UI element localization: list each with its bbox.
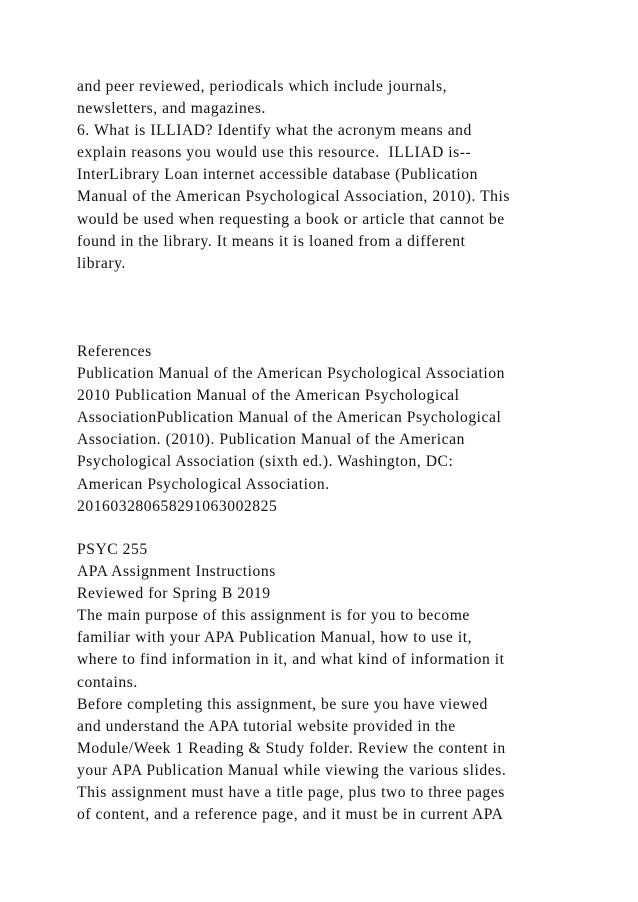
answer-section bbox=[77, 76, 637, 275]
references-section bbox=[77, 341, 637, 518]
course-code: PSYC 255 bbox=[77, 541, 148, 558]
reference-line: American Psychological Association. bbox=[77, 475, 330, 493]
text-line: explain reasons you would use this resource. ILLIAD is-- bbox=[77, 144, 472, 162]
text-line: would be used when requesting a book or article that cannot be bbox=[77, 210, 505, 228]
reference-line: Association. (2010). Publication Manual of the American bbox=[77, 431, 465, 449]
instructions-title: APA Assignment Instructions bbox=[77, 563, 276, 581]
text-line: This assignment must have a title page, plus two to three pages bbox=[77, 784, 505, 802]
reference-line: 2010 Publication Manual of the American Psychological bbox=[77, 387, 460, 405]
text-line: InterLibrary Loan internet accessible database (Publication bbox=[77, 166, 478, 184]
instructions-section bbox=[77, 539, 637, 826]
review-date: Reviewed for Spring B 2019 bbox=[77, 585, 271, 603]
reference-line: AssociationPublication Manual of the American Psychological bbox=[77, 409, 502, 427]
reference-line: Publication Manual of the American Psychological Association bbox=[77, 365, 505, 383]
text-line: newsletters, and magazines. bbox=[77, 100, 266, 118]
text-line: and peer reviewed, periodicals which include journals, bbox=[77, 78, 448, 95]
text-line: Manual of the American Psychological Association, 2010). This bbox=[77, 188, 511, 206]
text-line: library. bbox=[77, 254, 126, 272]
reference-line: Psychological Association (sixth ed.). Washington, DC: bbox=[77, 453, 454, 471]
text-line: 6. What is ILLIAD? Identify what the acronym means and bbox=[77, 122, 472, 140]
text-line: The main purpose of this assignment is for you to become bbox=[77, 607, 470, 625]
text-line: Before completing this assignment, be sure you have viewed bbox=[77, 695, 488, 713]
text-line: found in the library. It means it is loaned from a different bbox=[77, 232, 466, 250]
text-line: of content, and a reference page, and it must be in current APA bbox=[77, 806, 504, 824]
reference-line: 20160328065829106300282​5 bbox=[77, 497, 278, 515]
text-line: and understand the APA tutorial website provided in the bbox=[77, 717, 456, 735]
text-line: where to find information in it, and what kind of information it bbox=[77, 651, 505, 669]
references-heading: References bbox=[77, 343, 152, 360]
text-line: your APA Publication Manual while viewing the various slides. bbox=[77, 761, 507, 779]
text-line: contains. bbox=[77, 673, 138, 691]
text-line: familiar with your APA Publication Manual, how to use it, bbox=[77, 629, 473, 647]
text-line: Module/Week 1 Reading & Study folder. Review the content in bbox=[77, 739, 506, 757]
